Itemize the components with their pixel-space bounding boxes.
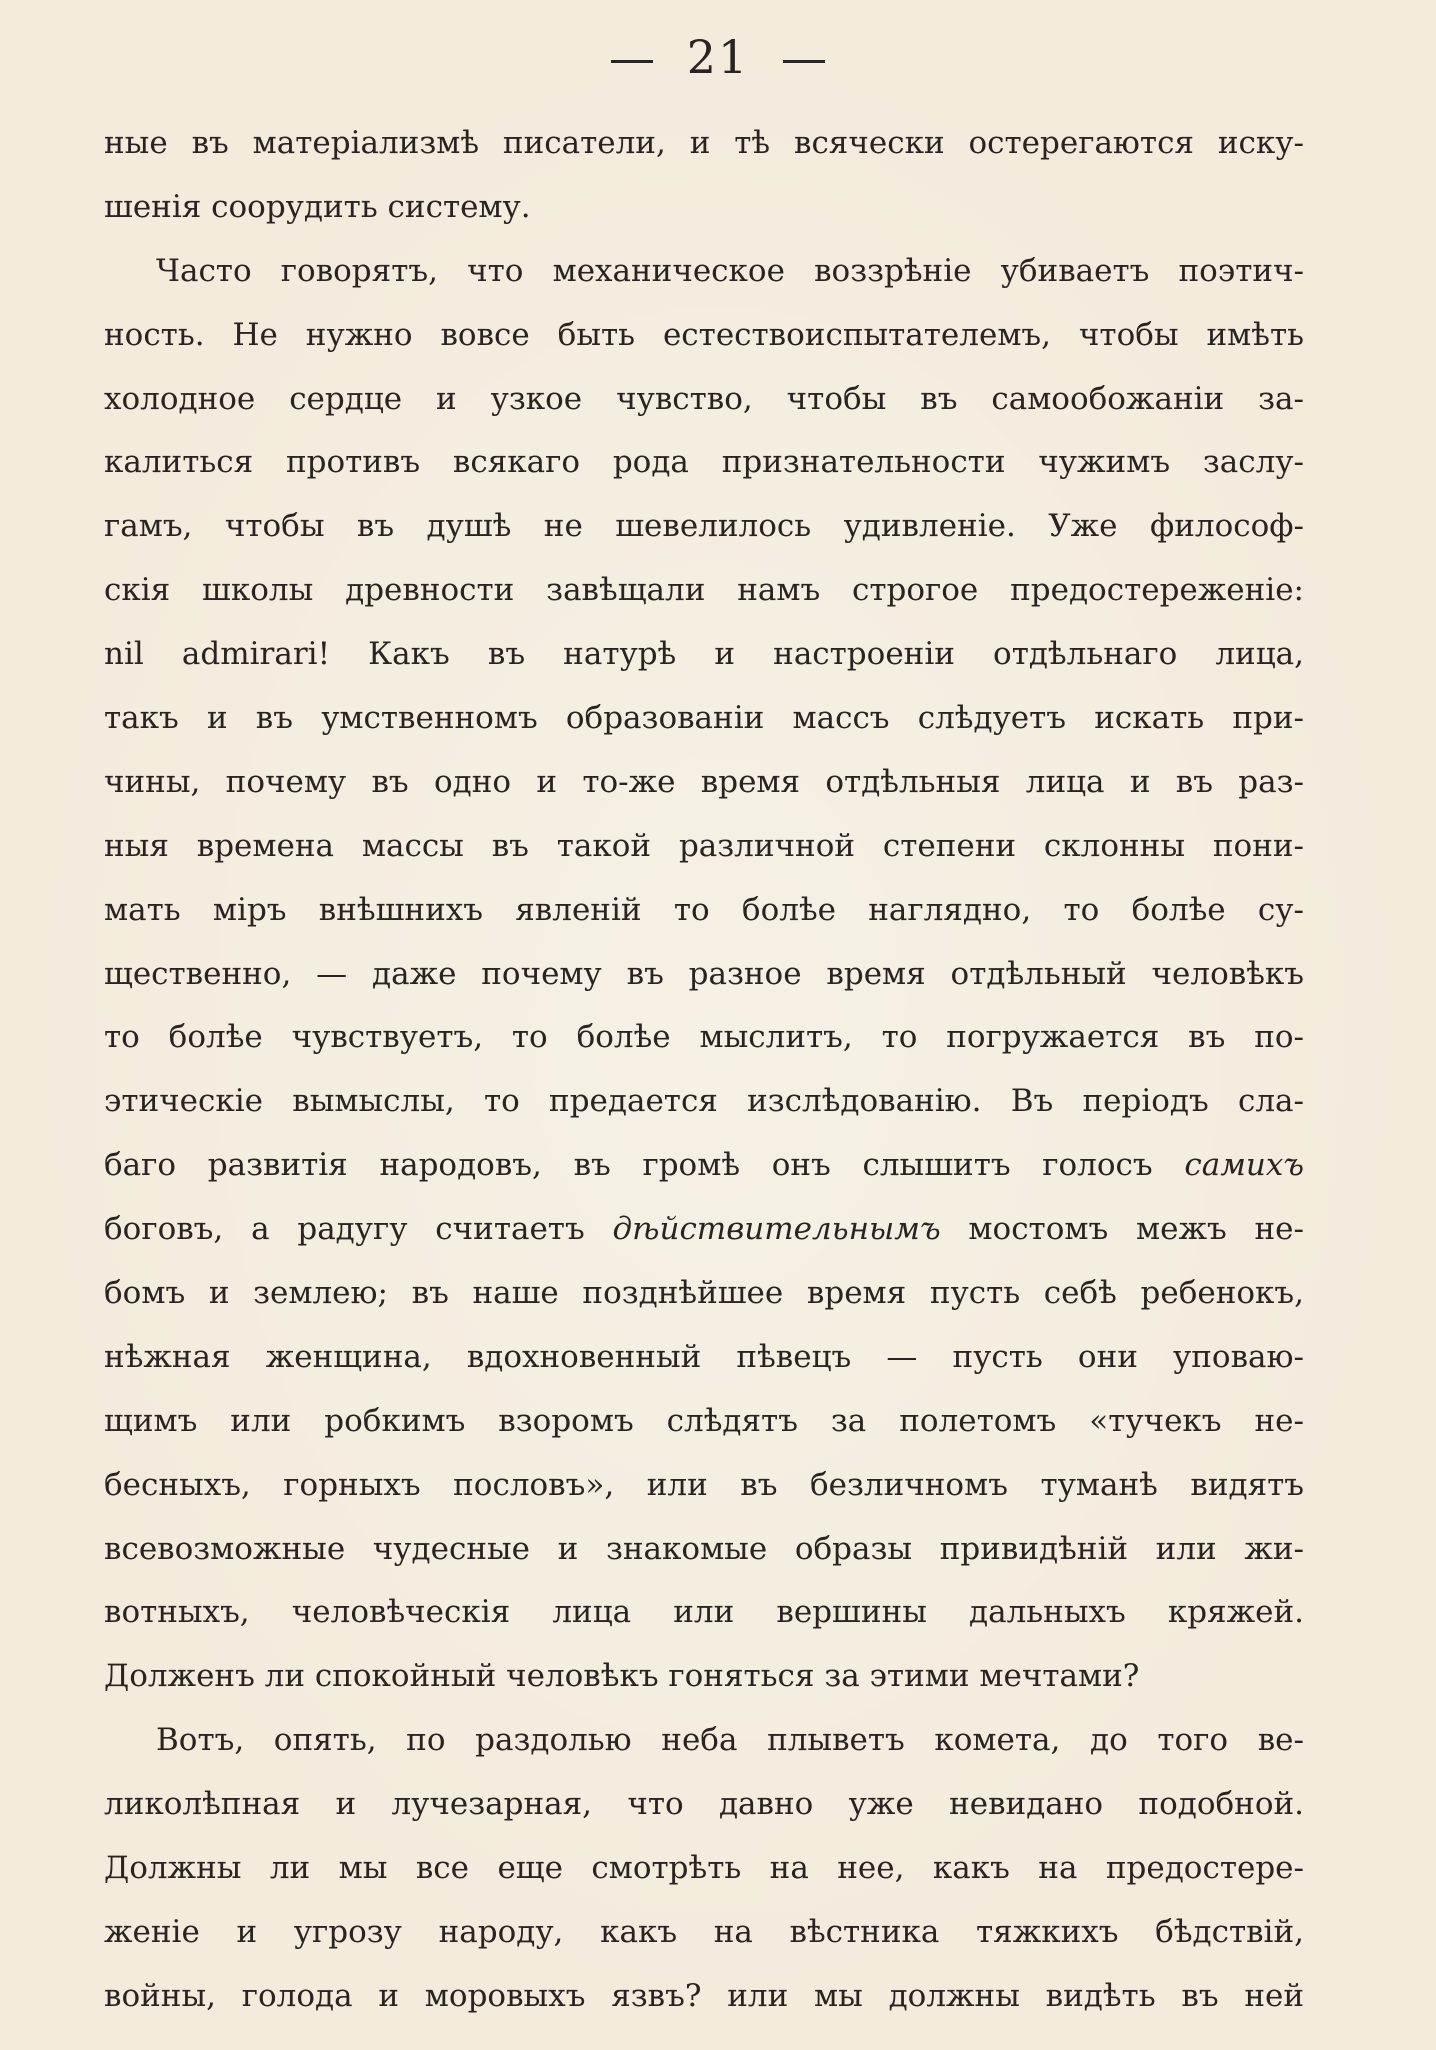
text-line: [104, 751, 1304, 815]
text-line: [104, 240, 1304, 304]
text-line: [104, 1198, 1304, 1262]
text-segment: бомъ и землею; въ наше позднѣйшее время пусть себѣ ребенокъ,: [104, 1275, 1304, 1312]
text-line: [104, 1581, 1304, 1645]
page-number: 21: [686, 30, 750, 84]
text-line: [104, 1454, 1304, 1518]
left-dash: [611, 60, 653, 63]
text-line: [104, 1006, 1304, 1070]
text-segment: гамъ, чтобы въ душѣ не шевелилось удивленіе. Уже философ-: [104, 508, 1304, 545]
text-segment: вотныхъ, человѣческія лица или вершины дальныхъ кряжей.: [104, 1594, 1304, 1631]
text-segment: то болѣе чувствуетъ, то болѣе мыслитъ, то погружается въ по-: [104, 1019, 1304, 1056]
text-segment: Часто говорятъ, что механическое воззрѣніе убиваетъ поэтич-: [156, 252, 1304, 289]
text-segment: щимъ или робкимъ взоромъ слѣдятъ за полетомъ «тучекъ не-: [104, 1402, 1304, 1439]
text-segment: Долженъ ли спокойный человѣкъ гоняться за этими мечтами?: [104, 1658, 1140, 1695]
text-line: [104, 431, 1304, 495]
page-header: [0, 30, 1436, 84]
text-segment: женіе и угрозу народу, какъ на вѣстника тяжкихъ бѣдствій,: [104, 1913, 1304, 1950]
text-line: [104, 687, 1304, 751]
text-line: [104, 1901, 1304, 1965]
text-line: [104, 815, 1304, 879]
text-segment: ность. Не нужно вовсе быть естествоиспытателемъ, чтобы имѣть: [104, 316, 1304, 353]
text-segment: калиться противъ всякаго рода признательности чужимъ заслу-: [104, 444, 1304, 481]
text-line: [104, 1837, 1304, 1901]
text-segment: боговъ, а радугу считаетъ: [104, 1211, 613, 1248]
text-line: [104, 1326, 1304, 1390]
text-line: [104, 1773, 1304, 1837]
text-segment: мостомъ межъ не-: [940, 1211, 1304, 1248]
text-segment: ные въ матеріализмѣ писатели, и тѣ всячески остерегаются иску-: [104, 125, 1304, 161]
text-segment: нѣжная женщина, вдохновенный пѣвецъ — пусть они уповаю-: [104, 1338, 1304, 1375]
text-line: [104, 623, 1304, 687]
text-segment: шенія соорудить систему.: [104, 188, 531, 225]
text-segment: nil admirari! Какъ въ натурѣ и настроеніи отдѣльнаго лица,: [104, 636, 1304, 673]
text-segment: ныя времена массы въ такой различной степени склонны пони-: [104, 827, 1304, 864]
body-text: [104, 112, 1304, 2029]
text-segment: мать міръ внѣшнихъ явленій то болѣе наглядно, то болѣе су-: [104, 891, 1304, 928]
text-line: [104, 943, 1304, 1007]
text-line: [104, 879, 1304, 943]
text-segment: Вотъ, опять, по раздолью неба плыветъ комета, до того ве-: [156, 1722, 1304, 1759]
text-line: [104, 1070, 1304, 1134]
text-segment: ликолѣпная и лучезарная, что давно уже невидано подобной.: [104, 1786, 1304, 1823]
right-dash: [783, 60, 825, 63]
text-line: [104, 176, 1304, 240]
text-line: [104, 495, 1304, 559]
text-segment: Должны ли мы все еще смотрѣть на нее, какъ на предостере-: [104, 1850, 1304, 1887]
text-line: [104, 1134, 1304, 1198]
text-segment: войны, голода и моровыхъ язвъ? или мы должны видѣть въ ней: [104, 1977, 1304, 2014]
text-segment: скія школы древности завѣщали намъ строгое предостереженіе:: [104, 572, 1304, 609]
text-line: [104, 559, 1304, 623]
text-segment: этическіе вымыслы, то предается изслѣдованію. Въ періодъ сла-: [104, 1083, 1304, 1120]
text-line: [104, 304, 1304, 368]
italic-emphasis: дѣйствительнымъ: [612, 1211, 941, 1248]
text-segment: всевозможные чудесные и знакомые образы привидѣній или жи-: [104, 1530, 1304, 1567]
text-line: [104, 1645, 1304, 1709]
text-line: [104, 1518, 1304, 1582]
text-line: [104, 368, 1304, 432]
text-segment: бесныхъ, горныхъ пословъ», или въ безличномъ туманѣ видятъ: [104, 1466, 1304, 1503]
text-segment: такъ и въ умственномъ образованіи массъ слѣдуетъ искать при-: [104, 700, 1304, 737]
text-segment: чины, почему въ одно и то-же время отдѣльныя лица и въ раз-: [104, 763, 1304, 800]
text-line: [104, 1709, 1304, 1773]
text-line: [104, 1262, 1304, 1326]
text-line: [104, 1965, 1304, 2029]
text-line: [104, 112, 1304, 176]
text-segment: щественно, — даже почему въ разное время отдѣльный человѣкъ: [104, 955, 1304, 992]
text-line: [104, 1390, 1304, 1454]
italic-emphasis: самихъ: [1184, 1147, 1304, 1184]
text-segment: холодное сердце и узкое чувство, чтобы въ самообожаніи за-: [104, 380, 1304, 417]
text-segment: баго развитія народовъ, въ громѣ онъ слышитъ голосъ: [104, 1147, 1185, 1184]
